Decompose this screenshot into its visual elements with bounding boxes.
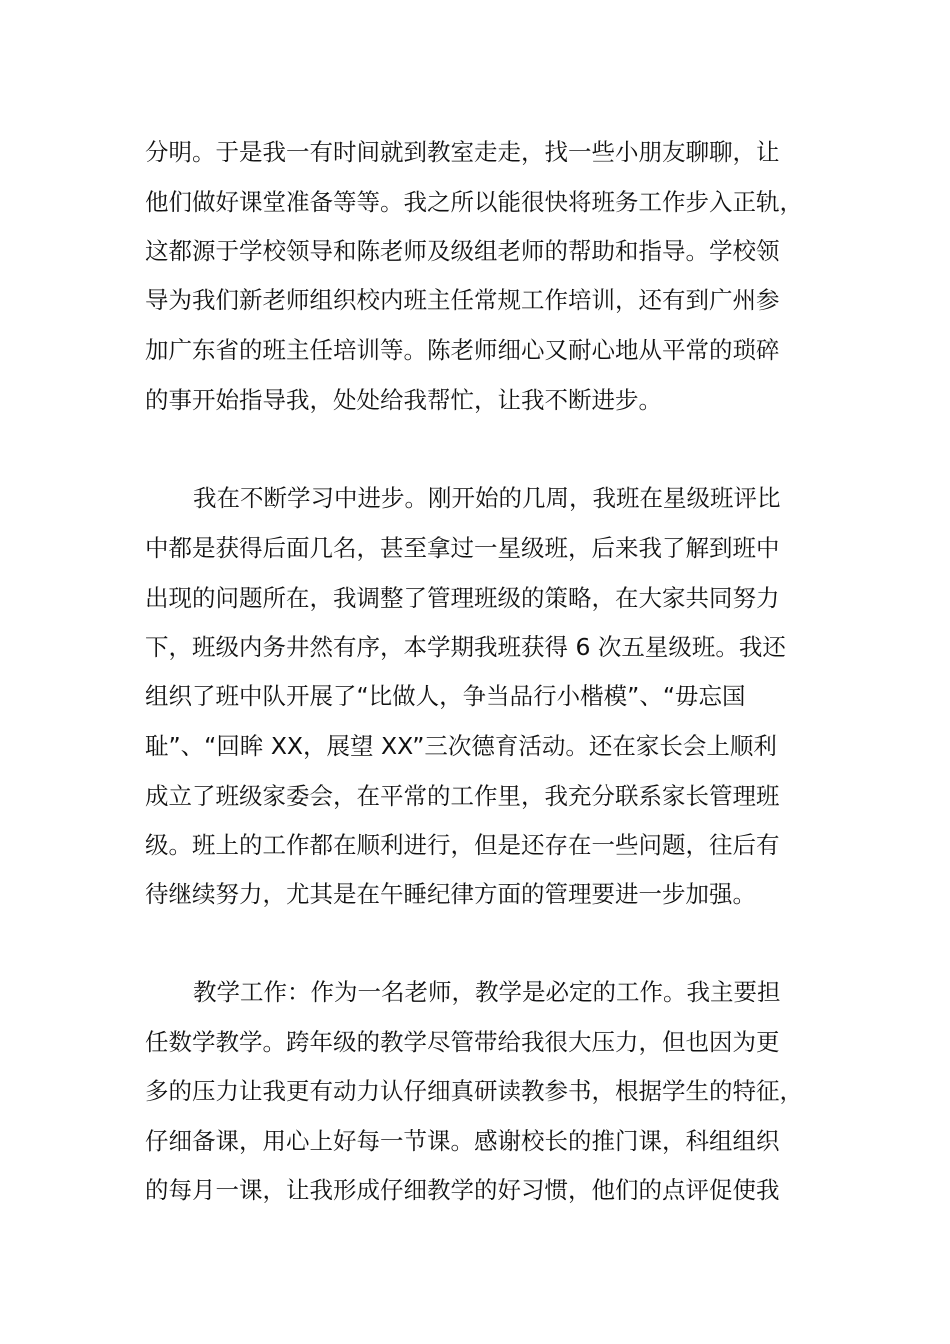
- paragraph-line: 多的压力让我更有动力认仔细真研读教参书，根据学生的特征，: [145, 1077, 803, 1105]
- paragraph-line: 加广东省的班主任培训等。陈老师细心又耐心地从平常的琐碎: [145, 336, 780, 364]
- paragraph-line: 级。班上的工作都在顺利进行，但是还存在一些问题，往后有: [145, 831, 780, 859]
- paragraph-line: 教学工作：作为一名老师，教学是必定的工作。我主要担: [193, 978, 781, 1006]
- paragraph-line: 组织了班中队开展了“比做人，争当品行小楷模”、“毋忘国: [145, 682, 746, 710]
- paragraph-line: 成立了班级家委会，在平常的工作里，我充分联系家长管理班: [145, 782, 780, 810]
- paragraph-line: 分明。于是我一有时间就到教室走走，找一些小朋友聊聊，让: [145, 138, 780, 166]
- paragraph-line: 他们做好课堂准备等等。我之所以能很快将班务工作步入正轨，: [145, 188, 803, 216]
- paragraph-line: 任数学教学。跨年级的教学尽管带给我很大压力，但也因为更: [145, 1028, 780, 1056]
- paragraph-line: 出现的问题所在，我调整了管理班级的策略，在大家共同努力: [145, 584, 780, 612]
- paragraph-line: 的每月一课，让我形成仔细教学的好习惯，他们的点评促使我: [145, 1176, 780, 1204]
- paragraph-line: 这都源于学校领导和陈老师及级组老师的帮助和指导。学校领: [145, 237, 780, 265]
- paragraph-line: 耻”、“回眸 XX，展望 XX”三次德育活动。还在家长会上顺利: [145, 732, 777, 760]
- paragraph-line: 中都是获得后面几名，甚至拿过一星级班，后来我了解到班中: [145, 534, 780, 562]
- paragraph-line: 待继续努力，尤其是在午睡纪律方面的管理要进一步加强。: [145, 880, 756, 908]
- paragraph-line: 下，班级内务井然有序，本学期我班获得 6 次五星级班。我还: [145, 633, 786, 661]
- paragraph-line: 的事开始指导我，处处给我帮忙，让我不断进步。: [145, 386, 662, 414]
- paragraph-line: 仔细备课，用心上好每一节课。感谢校长的推门课，科组组织: [145, 1127, 780, 1155]
- paragraph-line: 我在不断学习中进步。刚开始的几周，我班在星级班评比: [193, 484, 781, 512]
- paragraph-line: 导为我们新老师组织校内班主任常规工作培训，还有到广州参: [145, 286, 780, 314]
